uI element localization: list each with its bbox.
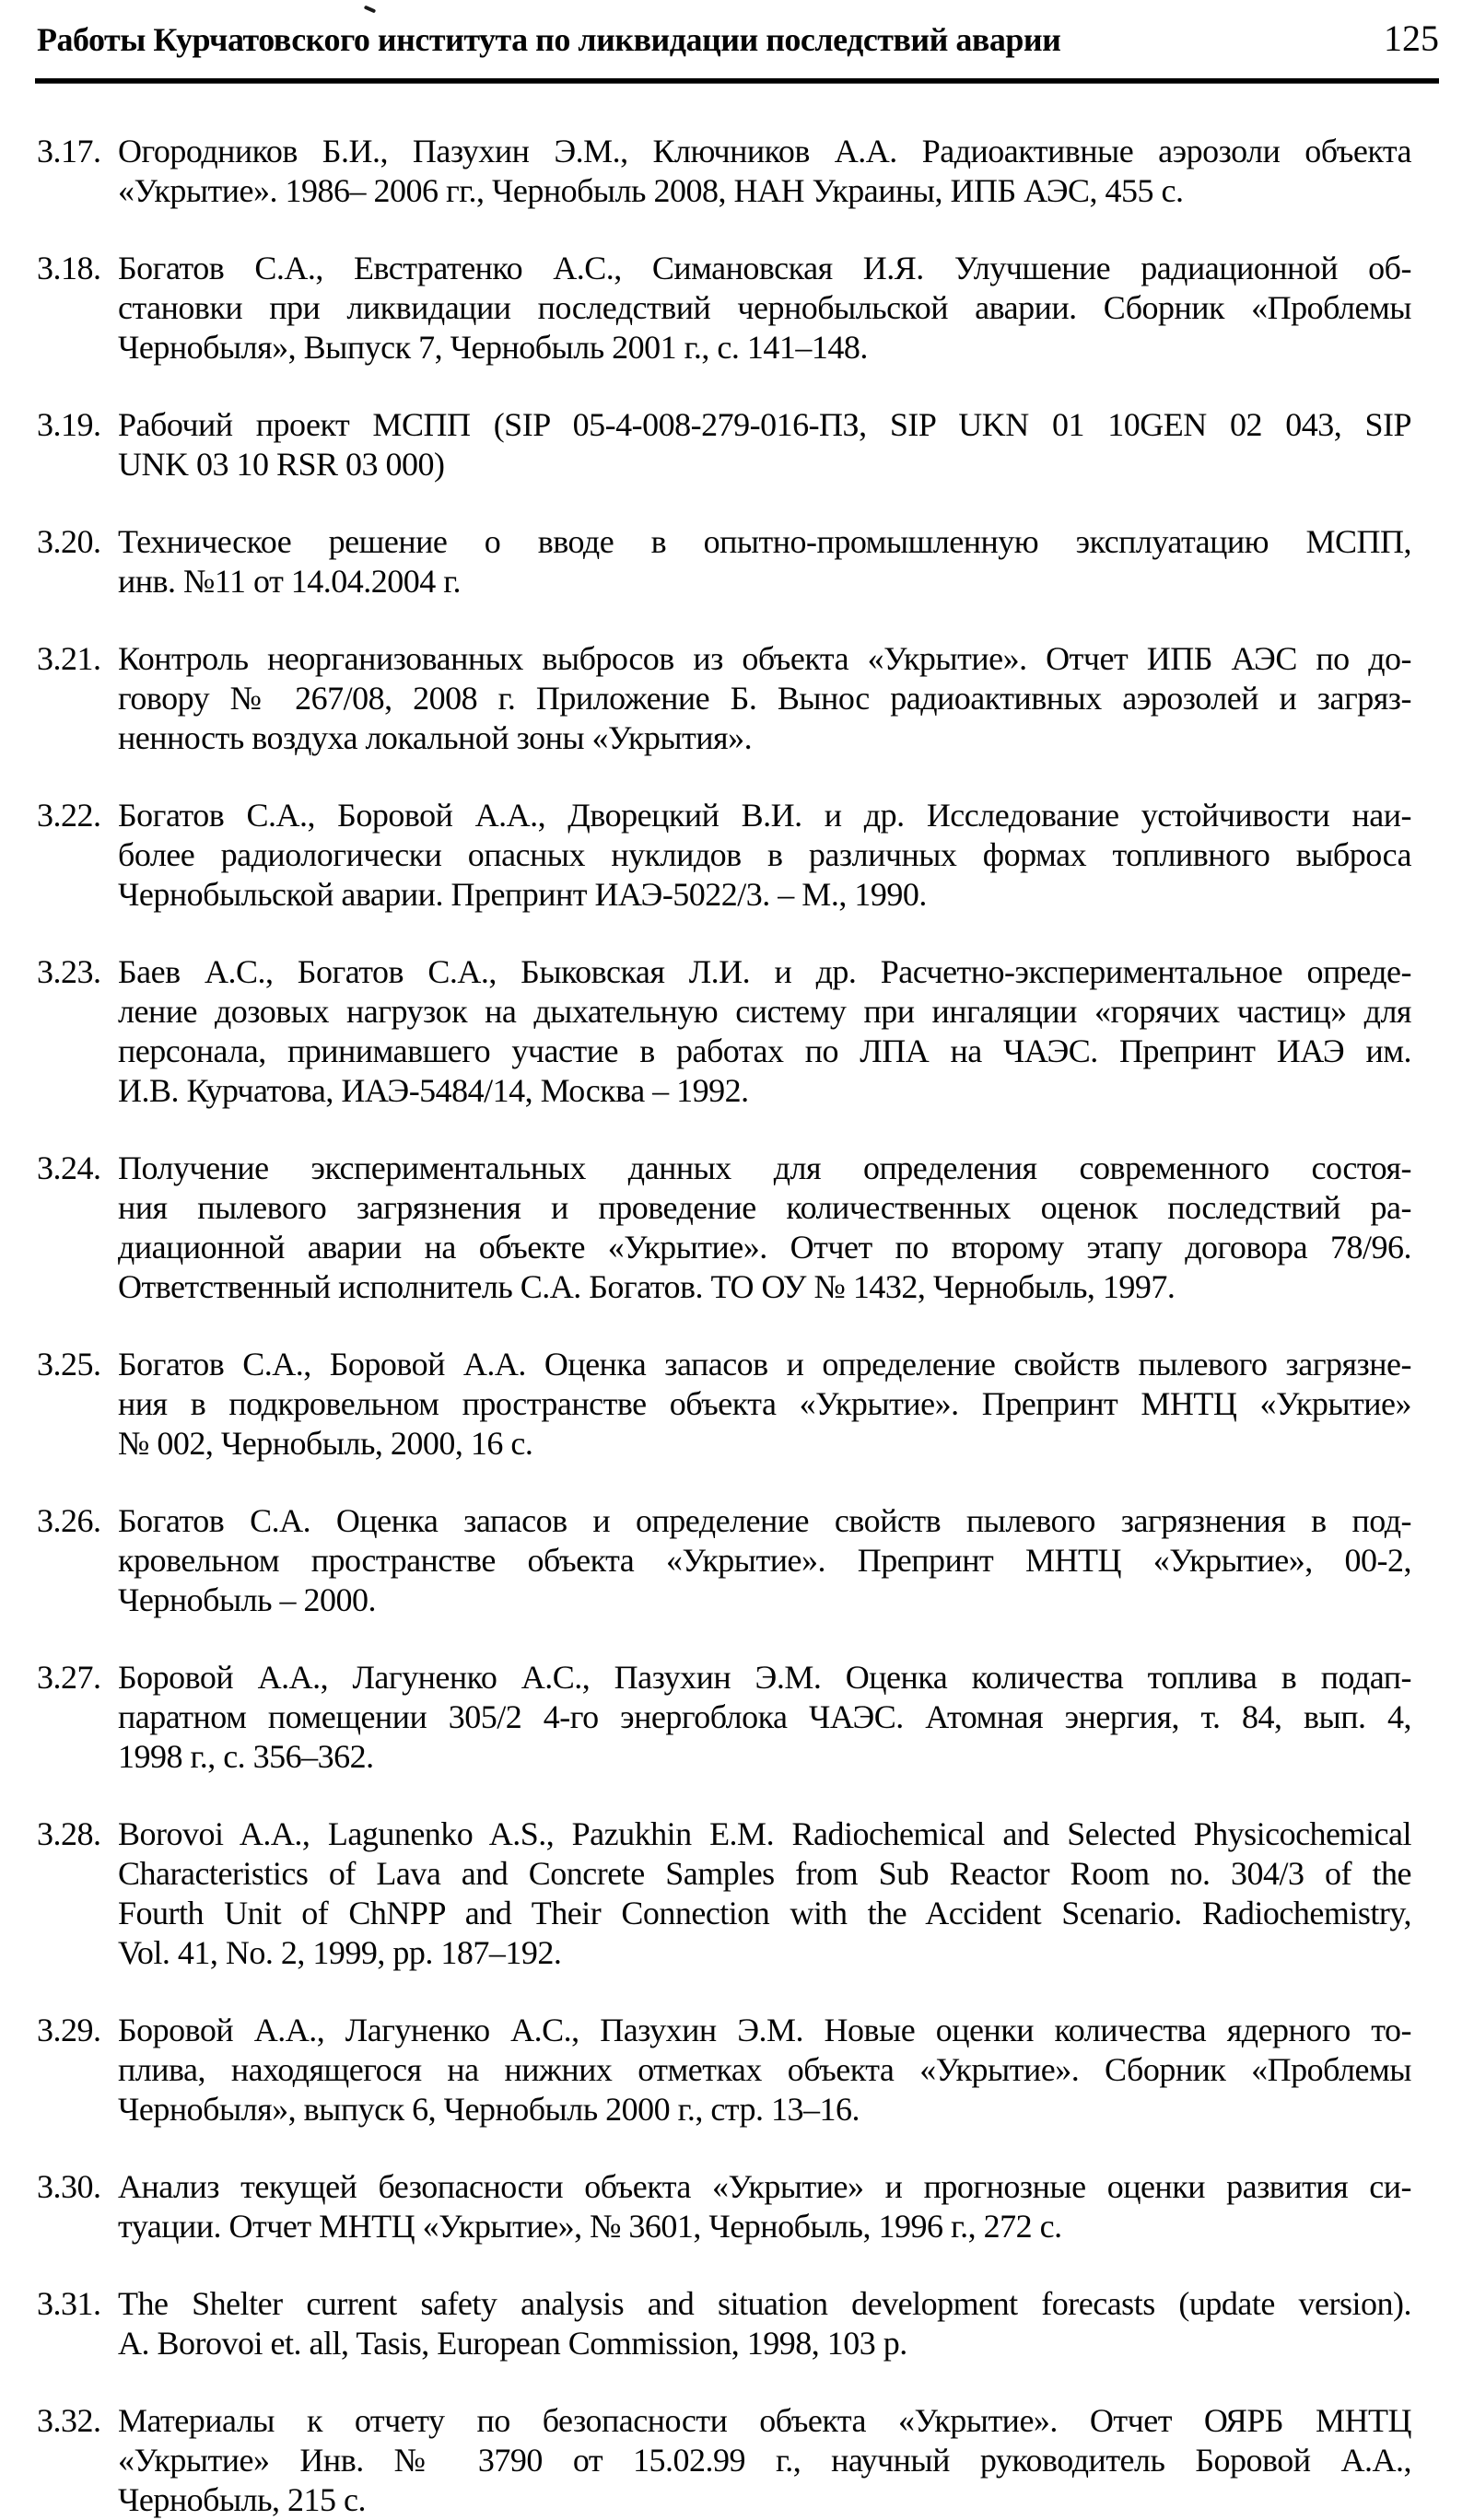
reference-text — [118, 2011, 1411, 2129]
reference-item — [37, 249, 1411, 368]
references-list — [0, 84, 1474, 2520]
reference-number: 3.25. — [37, 1346, 101, 1382]
reference-number: 3.18. — [37, 250, 101, 286]
reference-line: Получение экспериментальных данных для определения современного состоя- — [118, 1149, 1411, 1186]
reference-item — [37, 796, 1411, 915]
reference-line: туации. Отчет МНТЦ «Укрытие», № 3601, Чернобыль, 1996 г., 272 с. — [118, 2208, 1062, 2245]
reference-item — [37, 132, 1411, 211]
reference-item — [37, 639, 1411, 758]
reference-line: более радиологически опасных нуклидов в различных формах топливного выброса — [118, 836, 1411, 873]
reference-number: 3.19. — [37, 406, 101, 443]
reference-text — [118, 796, 1411, 915]
reference-item — [37, 1658, 1411, 1777]
reference-line: кровельном пространстве объекта «Укрытие». Препринт МНТЦ «Укрытие», 00-2, — [118, 1542, 1411, 1579]
reference-text — [118, 2401, 1411, 2520]
reference-number: 3.32. — [37, 2402, 101, 2439]
reference-number: 3.17. — [37, 133, 101, 169]
reference-line: Богатов С.А. Оценка запасов и определение свойств пылевого загрязнения в под- — [118, 1502, 1411, 1539]
page-number: 125 — [1384, 18, 1439, 59]
reference-line: Чернобыля», выпуск 6, Чернобыль 2000 г., стр. 13–16. — [118, 2091, 860, 2128]
reference-line: Fourth Unit of ChNPP and Their Connection with the Accident Scenario. Radiochemistry, — [118, 1895, 1411, 1931]
reference-line: говору № 267/08, 2008 г. Приложение Б. Вынос радиоактивных аэрозолей и загряз- — [118, 680, 1411, 717]
reference-text — [118, 1149, 1411, 1307]
reference-line: Чернобыль, 215 с. — [118, 2481, 367, 2518]
reference-text — [118, 132, 1411, 211]
reference-line: Богатов С.А., Боровой А.А., Дворецкий В.И. и др. Исследование устойчивости наи- — [118, 797, 1411, 834]
reference-line: Ответственный исполнитель С.А. Богатов. ТО ОУ № 1432, Чернобыль, 1997. — [118, 1268, 1176, 1305]
reference-item — [37, 2011, 1411, 2129]
reference-item — [37, 2401, 1411, 2520]
reference-line: ненность воздуха локальной зоны «Укрытия». — [118, 719, 753, 756]
reference-text — [118, 2167, 1411, 2246]
reference-item — [37, 2284, 1411, 2363]
reference-line: ление дозовых нагрузок на дыхательную систему при ингаляции «горячих частиц» для — [118, 993, 1411, 1030]
reference-number: 3.27. — [37, 1659, 101, 1696]
reference-number: 3.28. — [37, 1815, 101, 1852]
reference-line: 1998 г., с. 356–362. — [118, 1738, 374, 1775]
reference-line: Баев А.С., Богатов С.А., Быковская Л.И. и др. Расчетно-экспериментальное опреде- — [118, 953, 1411, 990]
reference-line: Техническое решение о вводе в опытно-промышленную эксплуатацию МСПП, — [118, 523, 1411, 560]
page-header — [0, 0, 1474, 60]
reference-line: Огородников Б.И., Пазухин Э.М., Ключников А.А. Радиоактивные аэрозоли объекта — [118, 133, 1411, 169]
reference-number: 3.23. — [37, 953, 101, 990]
reference-text — [118, 522, 1411, 601]
reference-text — [118, 2284, 1411, 2363]
reference-text — [118, 1658, 1411, 1777]
reference-number: 3.30. — [37, 2168, 101, 2205]
reference-line: Vol. 41, No. 2, 1999, pp. 187–192. — [118, 1934, 562, 1971]
reference-line: Characteristics of Lava and Concrete Samples from Sub Reactor Room no. 304/3 of the — [118, 1855, 1411, 1892]
reference-line: Боровой А.А., Лагуненко А.С., Пазухин Э.М. Оценка количества топлива в подап- — [118, 1659, 1411, 1696]
reference-line: A. Borovoi et. all, Tasis, European Commission, 1998, 103 p. — [118, 2325, 907, 2362]
reference-text — [118, 405, 1411, 484]
reference-line: Чернобыль – 2000. — [118, 1581, 377, 1618]
reference-line: Материалы к отчету по безопасности объекта «Укрытие». Отчет ОЯРБ МНТЦ — [118, 2402, 1411, 2439]
reference-number: 3.21. — [37, 640, 101, 677]
reference-line: Чернобыля», Выпуск 7, Чернобыль 2001 г., с. 141–148. — [118, 329, 868, 366]
reference-number: 3.31. — [37, 2285, 101, 2322]
reference-line: Богатов С.А., Евстратенко А.С., Симановская И.Я. Улучшение радиационной об- — [118, 250, 1411, 286]
reference-number: 3.24. — [37, 1149, 101, 1186]
reference-item — [37, 522, 1411, 601]
reference-line: плива, находящегося на нижних отметках объекта «Укрытие». Сборник «Проблемы — [118, 2051, 1411, 2088]
reference-item — [37, 2167, 1411, 2246]
reference-line: «Укрытие». 1986– 2006 гг., Чернобыль 2008, НАН Украины, ИПБ АЭС, 455 с. — [118, 172, 1184, 209]
reference-line: Borovoi A.A., Lagunenko A.S., Pazukhin E.M. Radiochemical and Selected Physicochemical — [118, 1815, 1411, 1852]
reference-number: 3.20. — [37, 523, 101, 560]
reference-line: Рабочий проект МСПП (SIP 05-4-008-279-016-ПЗ, SIP UKN 01 10GEN 02 043, SIP — [118, 406, 1411, 443]
reference-text — [118, 639, 1411, 758]
reference-item — [37, 1814, 1411, 1973]
reference-item — [37, 1501, 1411, 1620]
reference-line: становки при ликвидации последствий чернобыльской аварии. Сборник «Проблемы — [118, 289, 1411, 326]
page-title: Работы Курчатовского института по ликвидации последствий аварии — [37, 21, 1061, 58]
reference-line: UNK 03 10 RSR 03 000) — [118, 446, 445, 483]
reference-line: Чернобыльской аварии. Препринт ИАЭ-5022/3. – М., 1990. — [118, 876, 927, 913]
reference-item — [37, 405, 1411, 484]
reference-line: инв. №11 от 14.04.2004 г. — [118, 563, 462, 600]
reference-text — [118, 249, 1411, 368]
reference-line: The Shelter current safety analysis and situation development forecasts (update version). — [118, 2285, 1411, 2322]
reference-text — [118, 1501, 1411, 1620]
reference-line: № 002, Чернобыль, 2000, 16 с. — [118, 1425, 533, 1462]
reference-line: Анализ текущей безопасности объекта «Укрытие» и прогнозные оценки развития си- — [118, 2168, 1411, 2205]
reference-text — [118, 1345, 1411, 1464]
reference-line: диационной аварии на объекте «Укрытие». Отчет по второму этапу договора 78/96. — [118, 1229, 1411, 1266]
reference-item — [37, 952, 1411, 1111]
reference-line: Богатов С.А., Боровой А.А. Оценка запасов и определение свойств пылевого загрязне- — [118, 1346, 1411, 1382]
reference-line: И.В. Курчатова, ИАЭ-5484/14, Москва – 1992. — [118, 1072, 749, 1109]
reference-text — [118, 1814, 1411, 1973]
reference-item — [37, 1345, 1411, 1464]
reference-line: паратном помещении 305/2 4-го энергоблока ЧАЭС. Атомная энергия, т. 84, вып. 4, — [118, 1698, 1411, 1735]
reference-line: Боровой А.А., Лагуненко А.С., Пазухин Э.М. Новые оценки количества ядерного то- — [118, 2012, 1411, 2048]
reference-item — [37, 1149, 1411, 1307]
reference-number: 3.29. — [37, 2012, 101, 2048]
reference-line: Контроль неорганизованных выбросов из объекта «Укрытие». Отчет ИПБ АЭС по до- — [118, 640, 1411, 677]
reference-line: персонала, принимавшего участие в работах по ЛПА на ЧАЭС. Препринт ИАЭ им. — [118, 1032, 1411, 1069]
reference-line: ния в подкровельном пространстве объекта «Укрытие». Препринт МНТЦ «Укрытие» — [118, 1385, 1411, 1422]
reference-number: 3.22. — [37, 797, 101, 834]
reference-number: 3.26. — [37, 1502, 101, 1539]
reference-text — [118, 952, 1411, 1111]
reference-line: «Укрытие» Инв. № 3790 от 15.02.99 г., научный руководитель Боровой А.А., — [118, 2442, 1411, 2479]
reference-line: ния пылевого загрязнения и проведение количественных оценок последствий ра- — [118, 1189, 1411, 1226]
